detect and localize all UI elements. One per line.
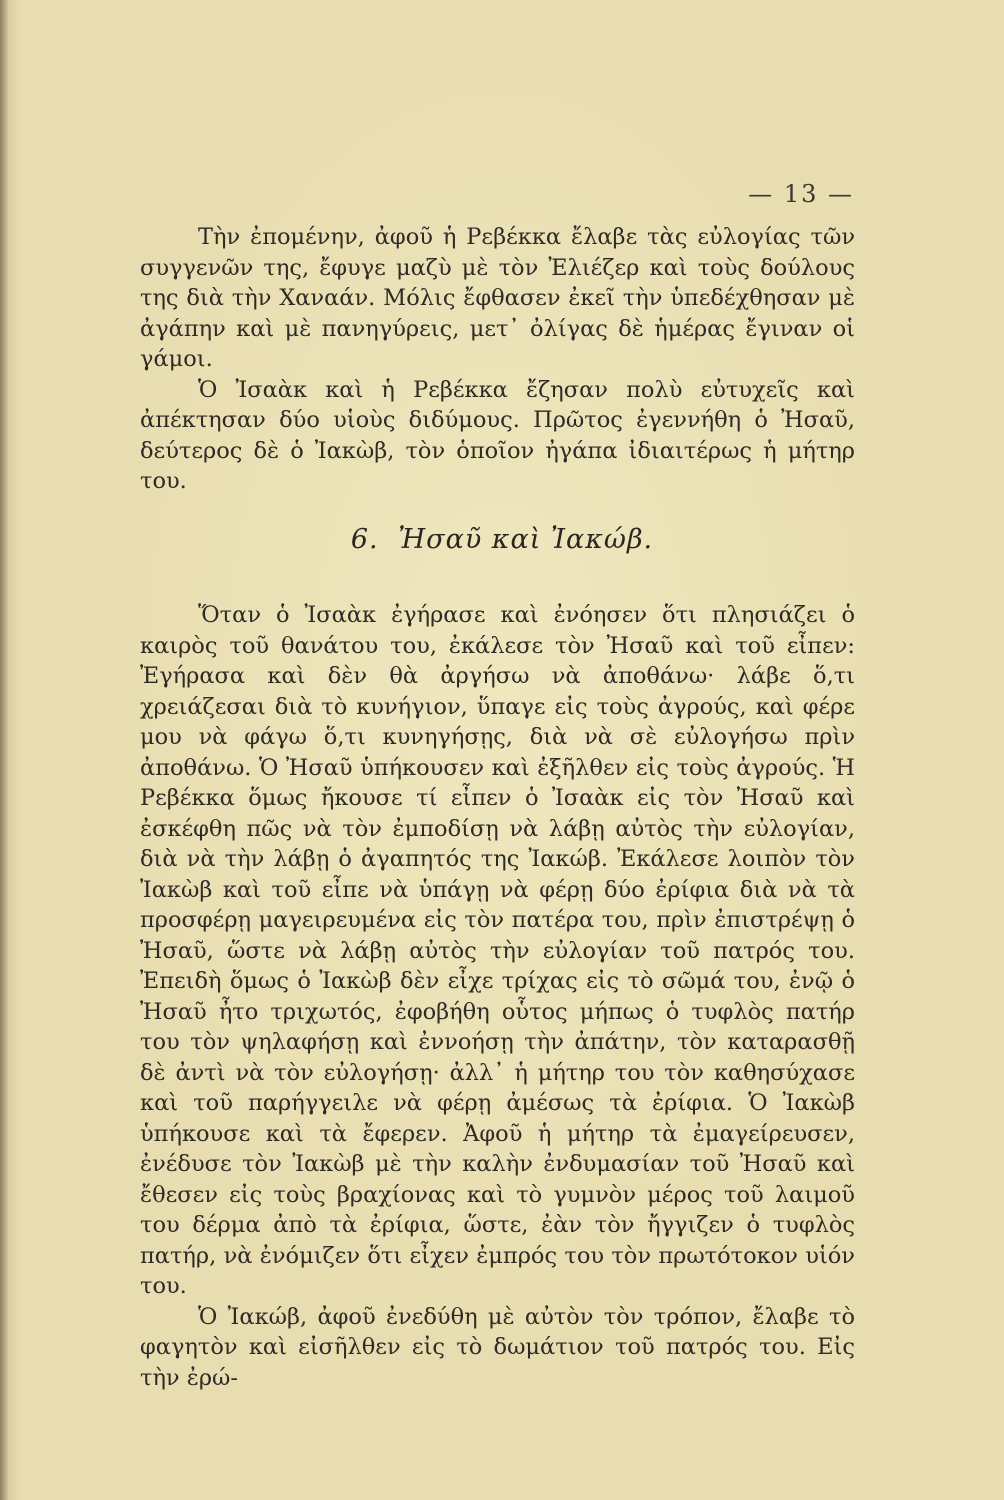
- top-text-block: [140, 222, 855, 497]
- section-title: Ἠσαῦ καὶ Ἰακώβ.: [398, 524, 654, 555]
- page-number: — 13 —: [748, 180, 854, 208]
- section-number: 6.: [350, 524, 379, 555]
- paragraph: Ὁ Ἰακώβ, ἀφοῦ ἐνεδύθη μὲ αὐτὸν τὸν τρόπον, ἔλαβε τὸ φαγητὸν καὶ εἰσῆλθεν εἰς τὸ δωμάτιον τοῦ πατρός του. Εἰς τὴν ἐρώ-: [140, 1303, 855, 1391]
- paragraph: Ὅταν ὁ Ἰσαὰκ ἐγήρασε καὶ ἐνόησεν ὅτι πλησιάζει ὁ καιρὸς τοῦ θανάτου του, ἐκάλεσε τὸν Ἠσαῦ καὶ τοῦ εἶπεν: Ἐγήρασα καὶ δὲν θὰ ἀργήσω νὰ ἀποθάνω· λάβε ὅ,τι χρειάζεσαι διὰ τὸ κυνήγιον, ὕπαγε εἰς τοὺς ἀγρούς, καὶ φέρε μου νὰ φάγω ὅ,τι κυνηγήσῃς, διὰ νὰ σὲ εὐλογήσω πρὶν ἀποθάνω. Ὁ Ἠσαῦ ὑπήκουσεν καὶ ἐξῆλθεν εἰς τοὺς ἀγρούς. Ἡ Ρεβέκκα ὅμως ἤκουσε τί εἶπεν ὁ Ἰσαὰκ εἰς τὸν Ἠσαῦ καὶ ἐσκέφθη πῶς νὰ τὸν ἐμποδίσῃ νὰ λάβῃ αὐτὸς τὴν εὐλογίαν, διὰ νὰ τὴν λάβῃ ὁ ἀγαπητός της Ἰακώβ. Ἐκάλεσε λοιπὸν τὸν Ἰακὼβ καὶ τοῦ εἶπε νὰ ὑπάγῃ νὰ φέρῃ δύο ἐρίφια διὰ νὰ τὰ προσφέρῃ μαγειρευμένα εἰς τὸν πατέρα του, πρὶν ἐπιστρέψῃ ὁ Ἠσαῦ, ὥστε νὰ λάβῃ αὐτὸς τὴν εὐλογίαν τοῦ πατρός του. Ἐπειδὴ ὅμως ὁ Ἰακὼβ δὲν εἶχε τρίχας εἰς τὸ σῶμά του, ἐνῷ ὁ Ἠσαῦ ἦτο τριχωτός, ἐφοβήθη οὗτος μήπως ὁ τυφλὸς πατήρ του τὸν ψηλαφήσῃ καὶ ἐννοήσῃ τὴν ἀπάτην, τὸν καταρασθῇ δὲ ἀντὶ νὰ τὸν εὐλογήσῃ· ἀλλ᾽ ἡ μήτηρ του τὸν καθησύχασε καὶ τοῦ παρήγγειλε νὰ φέρῃ ἀμέσως τὰ ἐρίφια. Ὁ Ἰακὼβ ὑπήκουσε καὶ τὰ ἔφερεν. Ἀφοῦ ἡ μήτηρ τὰ ἐμαγείρευσεν, ἐνέδυσε τὸν Ἰακὼβ μὲ τὴν καλὴν ἐνδυμασίαν τοῦ Ἠσαῦ καὶ ἔθεσεν εἰς τοὺς βραχίονας καὶ τὸ γυμνὸν μέρος τοῦ λαιμοῦ του δέρμα ἀπὸ τὰ ἐρίφια, ὥστε, ἐὰν τὸν ἤγγιζεν ὁ τυφλὸς πατήρ, νὰ ἐνόμιζεν ὅτι εἶχεν ἐμπρός του τὸν πρωτότοκον υἱόν του.: [140, 602, 855, 1299]
- section-text-block: [140, 600, 855, 1393]
- page-edge-shadow: [0, 0, 8, 1500]
- section-heading: [0, 524, 1004, 555]
- paragraph: Τὴν ἐπομένην, ἀφοῦ ἡ Ρεβέκκα ἔλαβε τὰς εὐλογίας τῶν συγγενῶν της, ἔφυγε μαζὺ μὲ τὸν Ἐλιέζερ καὶ τοὺς δούλους της διὰ τὴν Χαναάν. Μόλις ἔφθασεν ἐκεῖ τὴν ὑπεδέχθησαν μὲ ἀγάπην καὶ μὲ πανηγύρεις, μετ᾽ ὀλίγας δὲ ἡμέρας ἔγιναν οἱ γάμοι.: [140, 224, 855, 372]
- paragraph: Ὁ Ἰσαὰκ καὶ ἡ Ρεβέκκα ἔζησαν πολὺ εὐτυχεῖς καὶ ἀπέκτησαν δύο υἱοὺς διδύμους. Πρῶτος ἐγεννήθη ὁ Ἠσαῦ, δεύτερος δὲ ὁ Ἰακὼβ, τὸν ὁποῖον ἠγάπα ἰδιαιτέρως ἡ μήτηρ του.: [140, 376, 855, 494]
